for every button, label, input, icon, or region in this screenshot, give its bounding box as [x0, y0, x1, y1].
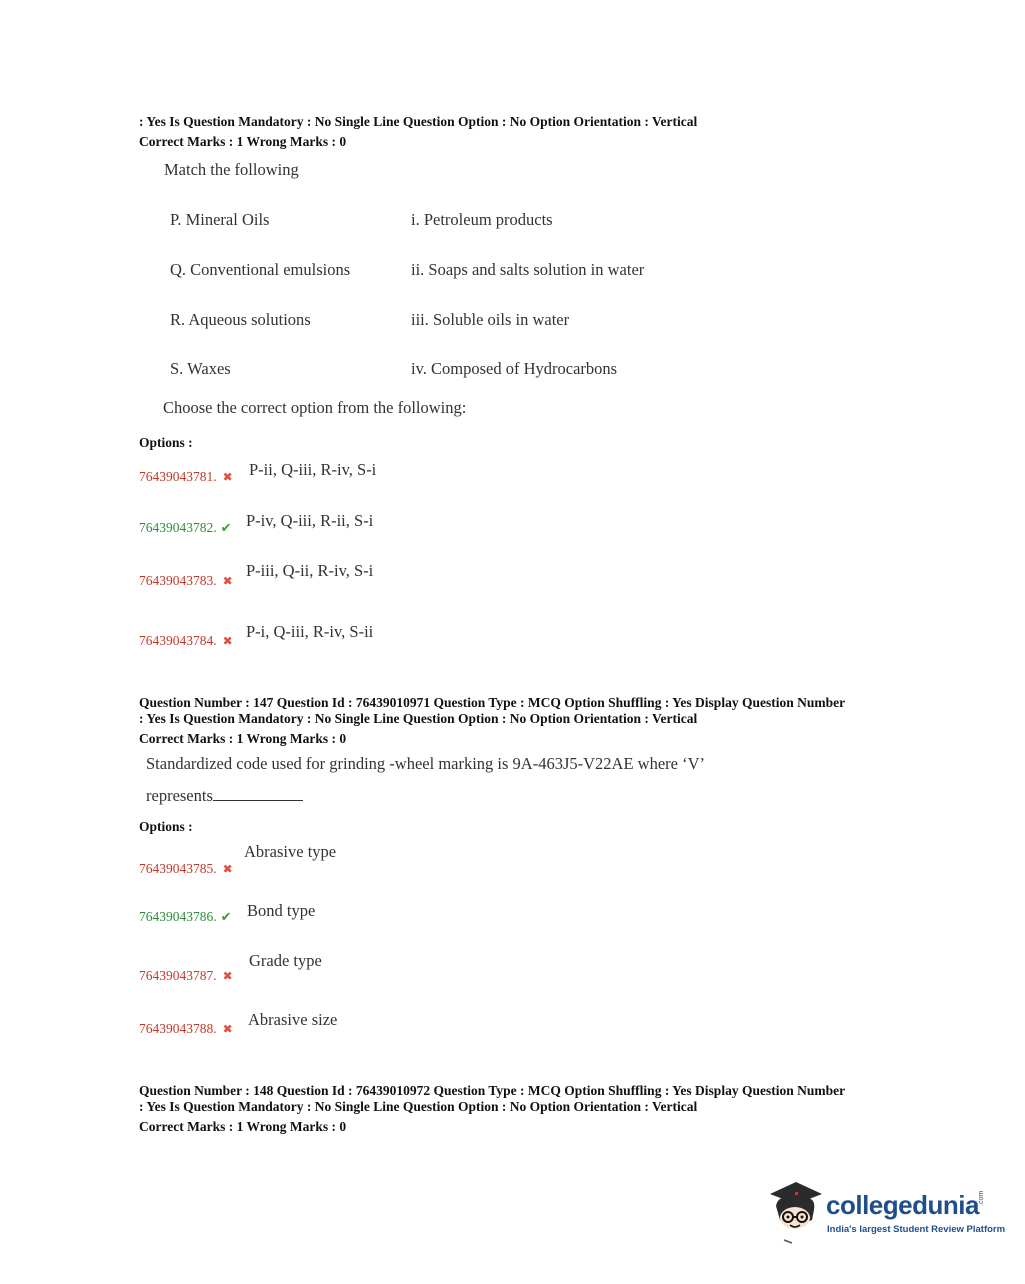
wrong-mark-icon: ✖ [222, 969, 233, 983]
wrong-mark-icon: ✖ [222, 862, 233, 876]
q146-option-3 [139, 572, 233, 590]
match-left-s: S. Waxes [170, 359, 231, 378]
wrong-mark-icon: ✖ [222, 470, 233, 484]
q146-option-4 [139, 632, 233, 650]
logo-tagline: India's largest Student Review Platform [827, 1224, 1006, 1235]
option-id: 76439043784. [139, 633, 217, 648]
option-id: 76439043783. [139, 573, 217, 588]
q148-meta-line3: Correct Marks : 1 Wrong Marks : 0 [139, 1119, 347, 1134]
correct-check-icon: ✔ [220, 910, 232, 925]
q147-option-2-text: Bond type [247, 901, 316, 920]
option-id: 76439043782. [139, 520, 217, 535]
q146-option-1-text: P-ii, Q-iii, R-iv, S-i [249, 460, 377, 479]
wrong-mark-icon: ✖ [222, 634, 233, 648]
logo-wordmark: collegedunia [826, 1190, 979, 1220]
collegedunia-logo [766, 1176, 1006, 1246]
mascot-icon [766, 1176, 824, 1246]
logo-suffix: .com [978, 1190, 985, 1206]
q146-option-2-text: P-iv, Q-iii, R-ii, S-i [246, 511, 374, 530]
option-id: 76439043787. [139, 968, 217, 983]
q147-option-3 [139, 967, 233, 985]
match-right-iv: iv. Composed of Hydrocarbons [411, 359, 618, 378]
match-right-iii: iii. Soluble oils in water [411, 310, 570, 329]
q147-option-2 [139, 908, 232, 926]
wrong-mark-icon: ✖ [222, 574, 233, 588]
q146-meta-line3: Correct Marks : 1 Wrong Marks : 0 [139, 134, 347, 149]
q147-options-label: Options : [139, 819, 193, 834]
q146-option-2 [139, 519, 232, 537]
correct-check-icon: ✔ [220, 521, 232, 536]
option-id: 76439043788. [139, 1021, 217, 1036]
option-id: 76439043785. [139, 861, 217, 876]
q148-meta-line2: : Yes Is Question Mandatory : No Single Line Question Option : No Option Orientation : Vertical [139, 1099, 698, 1114]
wrong-mark-icon: ✖ [222, 1022, 233, 1036]
q147-meta-line2: : Yes Is Question Mandatory : No Single Line Question Option : No Option Orientation : Vertical [139, 711, 698, 726]
answer-blank [213, 786, 303, 801]
match-left-p: P. Mineral Oils [170, 210, 270, 229]
match-left-r: R. Aqueous solutions [170, 310, 311, 329]
q146-option-1 [139, 468, 233, 486]
match-right-i: i. Petroleum products [411, 210, 553, 229]
q147-meta-line1: Question Number : 147 Question Id : 76439010971 Question Type : MCQ Option Shuffling : Yes Display Question Number [139, 695, 846, 710]
q147-stem-text: represents [146, 786, 213, 805]
q146-meta-line2: : Yes Is Question Mandatory : No Single Line Question Option : No Option Orientation : Vertical [139, 114, 698, 129]
q148-meta-line1: Question Number : 148 Question Id : 76439010972 Question Type : MCQ Option Shuffling : Yes Display Question Number [139, 1083, 846, 1098]
q147-option-4-text: Abrasive size [248, 1010, 338, 1029]
q146-option-3-text: P-iii, Q-ii, R-iv, S-i [246, 561, 374, 580]
q147-meta-line3: Correct Marks : 1 Wrong Marks : 0 [139, 731, 347, 746]
q147-option-1 [139, 860, 233, 878]
q146-option-4-text: P-i, Q-iii, R-iv, S-ii [246, 622, 374, 641]
q147-option-4 [139, 1020, 233, 1038]
q147-option-3-text: Grade type [249, 951, 322, 970]
q146-prompt: Choose the correct option from the following: [163, 398, 467, 417]
q147-option-1-text: Abrasive type [244, 842, 337, 861]
q147-stem-line2 [146, 786, 303, 806]
q146-stem: Match the following [164, 160, 299, 179]
option-id: 76439043781. [139, 469, 217, 484]
q146-options-label: Options : [139, 435, 193, 450]
option-id: 76439043786. [139, 909, 217, 924]
match-right-ii: ii. Soaps and salts solution in water [411, 260, 645, 279]
q147-stem-line1: Standardized code used for grinding -wheel marking is 9A-463J5-V22AE where ‘V’ [146, 754, 706, 773]
match-left-q: Q. Conventional emulsions [170, 260, 351, 279]
